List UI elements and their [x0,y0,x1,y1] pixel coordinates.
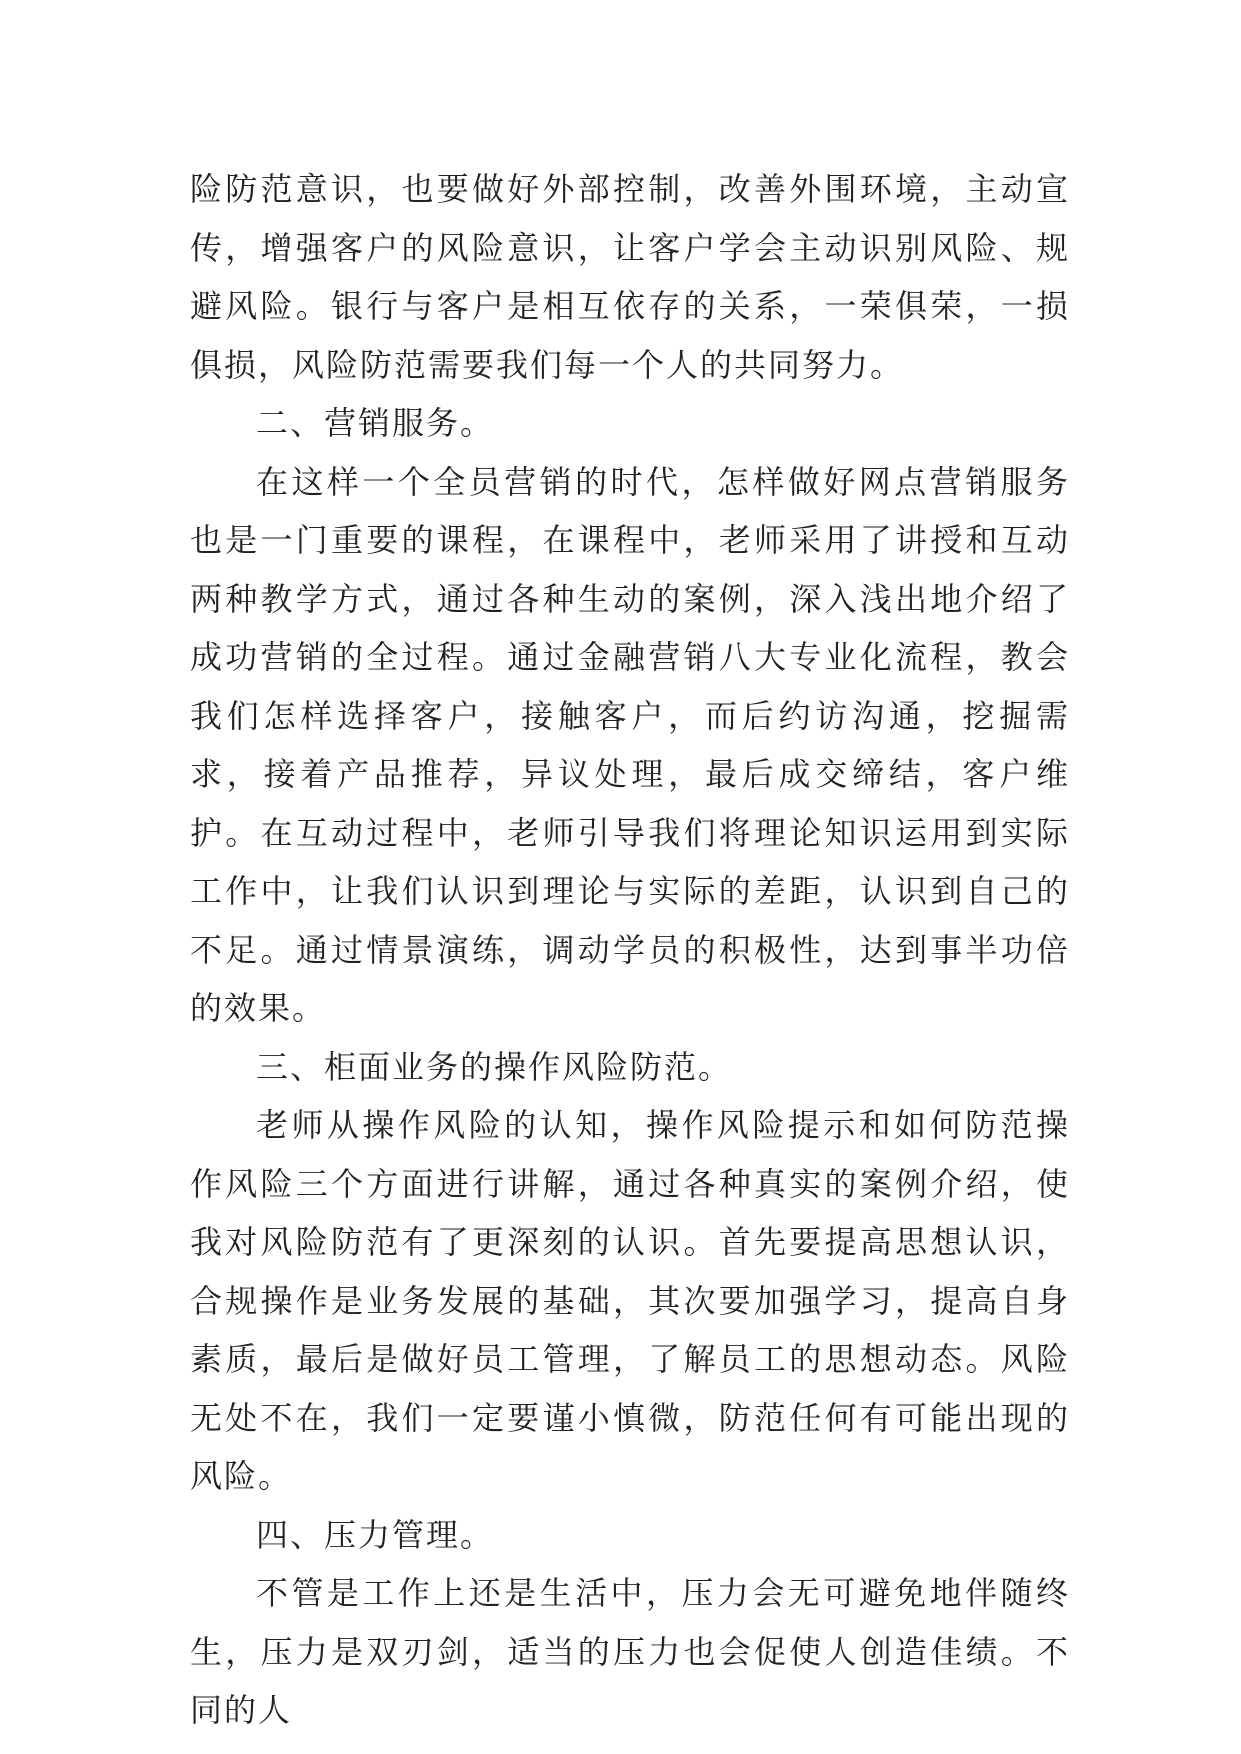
paragraph-risk-awareness: 险防范意识，也要做好外部控制，改善外围环境，主动宣传，增强客户的风险意识，让客户学会主动识别风险、规避风险。银行与客户是相互依存的关系，一荣俱荣，一损俱损，风险防范需要我们每一个人的共同努力。 [190,170,1070,384]
paragraph-stress-management: 不管是工作上还是生活中，压力会无可避免地伴随终生，压力是双刃剑，适当的压力也会促使人创造佳绩。不同的人 [190,1574,1070,1729]
document-body [190,160,1070,1740]
paragraph-counter-operation-risk: 老师从操作风险的认知，操作风险提示和如何防范操作风险三个方面进行讲解，通过各种真实的案例介绍，使我对风险防范有了更深刻的认识。首先要提高思想认识，合规操作是业务发展的基础，其次要加强学习，提高自身素质，最后是做好员工管理，了解员工的思想动态。风险无处不在，我们一定要谨小慎微，防范任何有可能出现的风险。 [190,1106,1070,1495]
heading-marketing-service: 二、营销服务。 [256,404,495,442]
heading-counter-operation-risk: 三、柜面业务的操作风险防范。 [256,1047,733,1086]
heading-stress-management: 四、压力管理。 [256,1515,495,1554]
paragraph-marketing-service: 在这样一个全员营销的时代，怎样做好网点营销服务也是一门重要的课程，在课程中，老师采用了讲授和互动两种教学方式，通过各种生动的案例，深入浅出地介绍了成功营销的全过程。通过金融营销八大专业化流程，教会我们怎样选择客户，接触客户，而后约访沟通，挖掘需求，接着产品推荐，异议处理，最后成交缔结，客户维护。在互动过程中，老师引导我们将理论知识运用到实际工作中，让我们认识到理论与实际的差距，认识到自己的不足。通过情景演练，调动学员的积极性，达到事半功倍的效果。 [190,462,1070,1027]
